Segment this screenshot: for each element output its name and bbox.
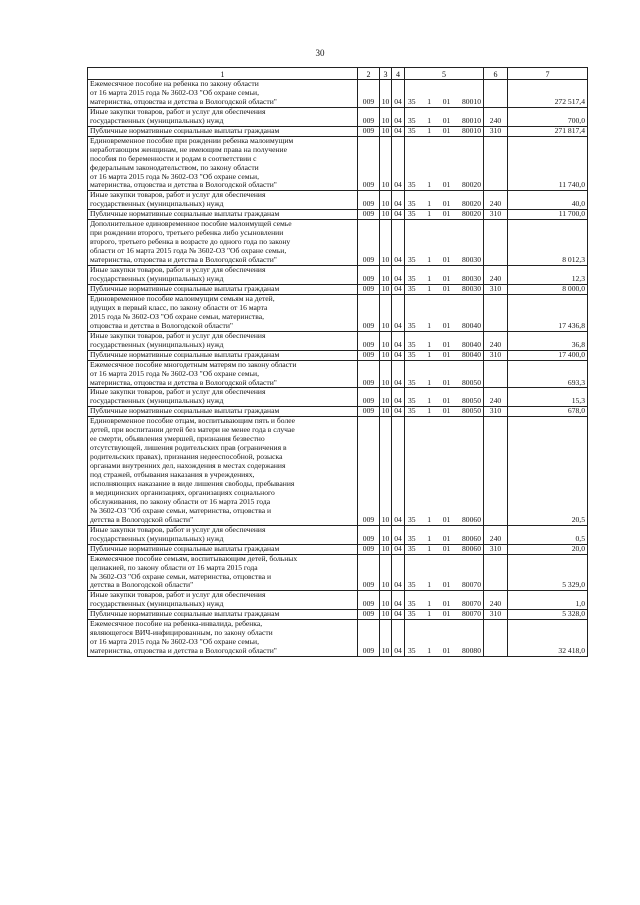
row-col-3: 10 bbox=[380, 80, 392, 108]
row-col-2: 009 bbox=[358, 417, 380, 525]
row-code-a: 35 bbox=[408, 350, 416, 359]
row-name: Публичные нормативные социальные выплаты гражданам bbox=[88, 610, 358, 620]
row-col-6 bbox=[484, 294, 508, 331]
row-col-4: 04 bbox=[392, 554, 405, 591]
row-amount: 8 012,3 bbox=[508, 220, 588, 266]
row-col-2: 009 bbox=[358, 266, 380, 285]
row-col-5 bbox=[405, 525, 484, 544]
row-code-e: 80040 bbox=[462, 350, 481, 359]
row-col-3: 10 bbox=[380, 210, 392, 220]
row-amount: 700,0 bbox=[508, 107, 588, 126]
row-code-d: 01 bbox=[442, 533, 451, 543]
row-code-a: 35 bbox=[408, 126, 416, 135]
row-col-4: 04 bbox=[392, 360, 405, 388]
row-col-5 bbox=[405, 554, 484, 591]
row-col-6: 240 bbox=[484, 107, 508, 126]
row-col-4: 04 bbox=[392, 294, 405, 331]
row-col-2: 009 bbox=[358, 107, 380, 126]
row-name: Единовременное пособие отцам, воспитывающим пять и более детей, при воспитании детей без матери не менее года в случае ее смерти, объявления умершей, признания безвестно отсутствующей, лишения родительских прав (ограничения в родительских правах), признания недееспособной, розыска органами внутренних дел, нахождения в местах содержания под стражей, отбывания наказания в учреждениях, исполняющих наказание в виде лишения свободы, пребывания в медицинских организациях, организациях социального обслуживания, по закону области от 16 марта 2015 года № 3602-ОЗ "Об охране семьи, материнства, отцовства и детства в Вологодской области" bbox=[88, 417, 358, 525]
row-col-4: 04 bbox=[392, 266, 405, 285]
row-col-3: 10 bbox=[380, 284, 392, 294]
row-col-5 bbox=[405, 620, 484, 657]
row-col-3: 10 bbox=[380, 350, 392, 360]
row-col-4: 04 bbox=[392, 591, 405, 610]
row-name: Иные закупки товаров, работ и услуг для обеспечения государственных (муниципальных) нужд bbox=[88, 388, 358, 407]
row-code-d: 01 bbox=[442, 377, 451, 387]
row-col-2: 009 bbox=[358, 360, 380, 388]
row-code-a: 35 bbox=[408, 274, 416, 284]
row-code-d: 01 bbox=[442, 544, 451, 553]
row-code-a: 35 bbox=[408, 339, 416, 349]
row-code-e: 80060 bbox=[462, 514, 481, 524]
row-code-e: 80030 bbox=[462, 255, 481, 265]
row-col-3: 10 bbox=[380, 191, 392, 210]
row-amount: 11 740,0 bbox=[508, 136, 588, 191]
row-code-group bbox=[405, 181, 483, 190]
table-row bbox=[88, 350, 588, 360]
row-col-3: 10 bbox=[380, 525, 392, 544]
row-col-3: 10 bbox=[380, 107, 392, 126]
row-col-4: 04 bbox=[392, 331, 405, 350]
table-row bbox=[88, 136, 588, 191]
row-code-group bbox=[405, 275, 483, 284]
row-name: Иные закупки товаров, работ и услуг для обеспечения государственных (муниципальных) нужд bbox=[88, 591, 358, 610]
table-row bbox=[88, 388, 588, 407]
row-col-3: 10 bbox=[380, 544, 392, 554]
row-col-2: 009 bbox=[358, 294, 380, 331]
row-col-5 bbox=[405, 284, 484, 294]
table-row bbox=[88, 220, 588, 266]
row-code-a: 35 bbox=[408, 284, 416, 293]
row-col-5 bbox=[405, 388, 484, 407]
row-code-d: 01 bbox=[442, 396, 451, 406]
row-code-group bbox=[405, 600, 483, 609]
row-code-e: 80060 bbox=[462, 533, 481, 543]
row-code-e: 80010 bbox=[462, 96, 481, 106]
row-code-group bbox=[405, 285, 483, 294]
row-name: Публичные нормативные социальные выплаты гражданам bbox=[88, 126, 358, 136]
row-code-d: 01 bbox=[442, 350, 451, 359]
row-code-b: 1 bbox=[427, 609, 432, 619]
row-code-b: 1 bbox=[427, 126, 432, 135]
row-col-4: 04 bbox=[392, 191, 405, 210]
row-code-group bbox=[405, 647, 483, 656]
row-col-2: 009 bbox=[358, 388, 380, 407]
row-code-b: 1 bbox=[427, 96, 432, 106]
row-col-4: 04 bbox=[392, 417, 405, 525]
table-row bbox=[88, 294, 588, 331]
row-name: Единовременное пособие малоимущим семьям на детей, идущих в первый класс, по закону области от 16 марта 2015 года № 3602-ОЗ "Об охране семьи, материнства, отцовства и детства в Вологодской области" bbox=[88, 294, 358, 331]
row-col-6 bbox=[484, 554, 508, 591]
row-col-5 bbox=[405, 266, 484, 285]
row-code-e: 80070 bbox=[462, 599, 481, 609]
row-code-group bbox=[405, 379, 483, 388]
row-code-a: 35 bbox=[408, 209, 416, 219]
row-name: Публичные нормативные социальные выплаты гражданам bbox=[88, 407, 358, 417]
row-col-6 bbox=[484, 80, 508, 108]
row-col-5 bbox=[405, 80, 484, 108]
row-col-4: 04 bbox=[392, 620, 405, 657]
row-code-a: 35 bbox=[408, 115, 416, 125]
header-col-3: 3 bbox=[380, 68, 392, 80]
row-code-a: 35 bbox=[408, 199, 416, 209]
row-amount: 20,5 bbox=[508, 417, 588, 525]
table-row bbox=[88, 191, 588, 210]
row-col-5 bbox=[405, 610, 484, 620]
row-code-b: 1 bbox=[427, 599, 432, 609]
row-col-3: 10 bbox=[380, 554, 392, 591]
row-col-6: 310 bbox=[484, 126, 508, 136]
row-col-6 bbox=[484, 220, 508, 266]
row-code-a: 35 bbox=[408, 377, 416, 387]
row-col-6: 310 bbox=[484, 544, 508, 554]
table-row bbox=[88, 126, 588, 136]
row-amount: 272 517,4 bbox=[508, 80, 588, 108]
row-code-e: 80070 bbox=[462, 609, 481, 619]
row-col-6: 310 bbox=[484, 284, 508, 294]
row-code-d: 01 bbox=[442, 126, 451, 135]
row-code-e: 80020 bbox=[462, 199, 481, 209]
row-name: Иные закупки товаров, работ и услуг для обеспечения государственных (муниципальных) нужд bbox=[88, 525, 358, 544]
row-code-d: 01 bbox=[442, 180, 451, 190]
row-col-2: 009 bbox=[358, 284, 380, 294]
budget-table bbox=[87, 67, 588, 657]
row-col-4: 04 bbox=[392, 107, 405, 126]
row-code-b: 1 bbox=[427, 115, 432, 125]
row-col-4: 04 bbox=[392, 210, 405, 220]
row-code-a: 35 bbox=[408, 580, 416, 590]
row-col-3: 10 bbox=[380, 136, 392, 191]
row-col-3: 10 bbox=[380, 331, 392, 350]
row-amount: 20,0 bbox=[508, 544, 588, 554]
row-col-3: 10 bbox=[380, 620, 392, 657]
row-col-2: 009 bbox=[358, 126, 380, 136]
row-col-3: 10 bbox=[380, 591, 392, 610]
header-row bbox=[88, 68, 588, 80]
row-col-5 bbox=[405, 191, 484, 210]
row-col-2: 009 bbox=[358, 554, 380, 591]
row-code-e: 80030 bbox=[462, 274, 481, 284]
table-row bbox=[88, 80, 588, 108]
row-name: Публичные нормативные социальные выплаты гражданам bbox=[88, 544, 358, 554]
row-col-6 bbox=[484, 360, 508, 388]
row-amount: 17 436,8 bbox=[508, 294, 588, 331]
row-name: Публичные нормативные социальные выплаты гражданам bbox=[88, 284, 358, 294]
row-code-group bbox=[405, 117, 483, 126]
row-code-b: 1 bbox=[427, 396, 432, 406]
row-name: Ежемесячное пособие многодетным матерям по закону области от 16 марта 2015 года № 3602-ОЗ "Об охране семьи, материнства, отцовства и детства в Вологодской области" bbox=[88, 360, 358, 388]
row-col-6: 240 bbox=[484, 525, 508, 544]
row-col-3: 10 bbox=[380, 388, 392, 407]
row-name: Ежемесячное пособие на ребенка по закону области от 16 марта 2015 года № 3602-ОЗ "Об охране семьи, материнства, отцовства и детства в Вологодской области" bbox=[88, 80, 358, 108]
row-code-b: 1 bbox=[427, 339, 432, 349]
row-col-5 bbox=[405, 544, 484, 554]
row-code-group bbox=[405, 210, 483, 219]
row-col-4: 04 bbox=[392, 80, 405, 108]
table-row bbox=[88, 266, 588, 285]
row-code-d: 01 bbox=[442, 646, 451, 656]
row-code-group bbox=[405, 397, 483, 406]
row-amount: 12,3 bbox=[508, 266, 588, 285]
row-name: Публичные нормативные социальные выплаты гражданам bbox=[88, 350, 358, 360]
row-code-d: 01 bbox=[442, 406, 451, 416]
row-col-6: 310 bbox=[484, 350, 508, 360]
row-col-4: 04 bbox=[392, 220, 405, 266]
row-col-5 bbox=[405, 220, 484, 266]
row-code-b: 1 bbox=[427, 377, 432, 387]
header-col-6: 6 bbox=[484, 68, 508, 80]
row-col-5 bbox=[405, 210, 484, 220]
header-col-5: 5 bbox=[405, 68, 484, 80]
row-code-a: 35 bbox=[408, 320, 416, 330]
row-col-2: 009 bbox=[358, 220, 380, 266]
row-code-b: 1 bbox=[427, 544, 432, 553]
row-code-e: 80020 bbox=[462, 180, 481, 190]
row-code-d: 01 bbox=[442, 209, 451, 219]
row-code-group bbox=[405, 545, 483, 554]
row-code-a: 35 bbox=[408, 646, 416, 656]
row-code-b: 1 bbox=[427, 533, 432, 543]
row-code-a: 35 bbox=[408, 180, 416, 190]
row-code-group bbox=[405, 516, 483, 525]
table-row bbox=[88, 360, 588, 388]
row-amount: 17 400,0 bbox=[508, 350, 588, 360]
header-col-2: 2 bbox=[358, 68, 380, 80]
row-code-d: 01 bbox=[442, 320, 451, 330]
row-col-3: 10 bbox=[380, 610, 392, 620]
row-col-4: 04 bbox=[392, 610, 405, 620]
table-row bbox=[88, 610, 588, 620]
row-col-6 bbox=[484, 417, 508, 525]
row-name: Единовременное пособие при рождении ребенка малоимущим неработающим женщинам, не имеющим права на получение пособия по беременности и родам в соответствии с федеральным законодательством, по закону области от 16 марта 2015 года № 3602-ОЗ "Об охране семьи, материнства, отцовства и детства в Вологодской области" bbox=[88, 136, 358, 191]
row-code-e: 80020 bbox=[462, 209, 481, 219]
row-code-a: 35 bbox=[408, 396, 416, 406]
row-col-3: 10 bbox=[380, 417, 392, 525]
row-col-6: 240 bbox=[484, 191, 508, 210]
row-code-e: 80070 bbox=[462, 580, 481, 590]
row-code-b: 1 bbox=[427, 350, 432, 359]
table-row bbox=[88, 525, 588, 544]
row-col-2: 009 bbox=[358, 136, 380, 191]
header-col-4: 4 bbox=[392, 68, 405, 80]
row-col-2: 009 bbox=[358, 80, 380, 108]
row-code-d: 01 bbox=[442, 284, 451, 293]
row-code-b: 1 bbox=[427, 284, 432, 293]
row-code-e: 80030 bbox=[462, 284, 481, 293]
row-code-d: 01 bbox=[442, 274, 451, 284]
row-code-e: 80080 bbox=[462, 646, 481, 656]
row-code-group bbox=[405, 98, 483, 107]
row-col-6: 240 bbox=[484, 266, 508, 285]
table-row bbox=[88, 554, 588, 591]
row-code-a: 35 bbox=[408, 96, 416, 106]
row-col-3: 10 bbox=[380, 360, 392, 388]
row-code-d: 01 bbox=[442, 514, 451, 524]
row-code-e: 80040 bbox=[462, 320, 481, 330]
row-col-2: 009 bbox=[358, 331, 380, 350]
row-code-b: 1 bbox=[427, 406, 432, 416]
row-code-e: 80010 bbox=[462, 126, 481, 135]
row-col-6: 240 bbox=[484, 388, 508, 407]
row-amount: 5 329,0 bbox=[508, 554, 588, 591]
row-code-group bbox=[405, 200, 483, 209]
row-amount: 678,0 bbox=[508, 407, 588, 417]
row-col-5 bbox=[405, 407, 484, 417]
row-col-3: 10 bbox=[380, 266, 392, 285]
row-code-e: 80050 bbox=[462, 396, 481, 406]
table-body bbox=[88, 80, 588, 657]
row-code-b: 1 bbox=[427, 320, 432, 330]
row-name: Публичные нормативные социальные выплаты гражданам bbox=[88, 210, 358, 220]
row-col-5 bbox=[405, 331, 484, 350]
row-name: Иные закупки товаров, работ и услуг для обеспечения государственных (муниципальных) нужд bbox=[88, 266, 358, 285]
row-code-e: 80050 bbox=[462, 377, 481, 387]
row-col-4: 04 bbox=[392, 136, 405, 191]
row-code-d: 01 bbox=[442, 609, 451, 619]
row-amount: 40,0 bbox=[508, 191, 588, 210]
row-col-6: 240 bbox=[484, 591, 508, 610]
header-col-1: 1 bbox=[88, 68, 358, 80]
row-col-5 bbox=[405, 360, 484, 388]
row-name: Иные закупки товаров, работ и услуг для обеспечения государственных (муниципальных) нужд bbox=[88, 107, 358, 126]
table-row bbox=[88, 107, 588, 126]
row-code-group bbox=[405, 351, 483, 360]
row-code-a: 35 bbox=[408, 514, 416, 524]
row-code-e: 80050 bbox=[462, 406, 481, 416]
row-code-d: 01 bbox=[442, 580, 451, 590]
row-code-a: 35 bbox=[408, 533, 416, 543]
row-code-d: 01 bbox=[442, 599, 451, 609]
row-col-2: 009 bbox=[358, 610, 380, 620]
row-col-5 bbox=[405, 591, 484, 610]
row-amount: 0,5 bbox=[508, 525, 588, 544]
row-col-5 bbox=[405, 107, 484, 126]
row-col-3: 10 bbox=[380, 407, 392, 417]
row-name: Ежемесячное пособие на ребенка-инвалида, ребенка, являющегося ВИЧ-инфицированным, по закону области от 16 марта 2015 года № 3602-ОЗ "Об охране семьи, материнства, отцовства и детства в Вологодской области" bbox=[88, 620, 358, 657]
row-col-2: 009 bbox=[358, 407, 380, 417]
row-amount: 32 418,0 bbox=[508, 620, 588, 657]
row-code-a: 35 bbox=[408, 599, 416, 609]
table-row bbox=[88, 620, 588, 657]
row-code-b: 1 bbox=[427, 255, 432, 265]
row-col-5 bbox=[405, 417, 484, 525]
row-col-4: 04 bbox=[392, 407, 405, 417]
row-code-b: 1 bbox=[427, 514, 432, 524]
table-row bbox=[88, 210, 588, 220]
header-col-7: 7 bbox=[508, 68, 588, 80]
row-col-2: 009 bbox=[358, 191, 380, 210]
row-col-2: 009 bbox=[358, 350, 380, 360]
row-code-b: 1 bbox=[427, 180, 432, 190]
row-name: Дополнительное единовременное пособие малоимущей семье при рождении второго, третьего ребенка либо усыновлении второго, третьего ребенка в возрасте до одного года по закону области от 16 марта 2015 года № 3602-ОЗ "Об охране семьи, материнства, отцовства и детства в Вологодской области" bbox=[88, 220, 358, 266]
row-col-2: 009 bbox=[358, 620, 380, 657]
row-col-3: 10 bbox=[380, 220, 392, 266]
row-code-group bbox=[405, 610, 483, 619]
table-row bbox=[88, 417, 588, 525]
table-row bbox=[88, 544, 588, 554]
row-code-e: 80010 bbox=[462, 115, 481, 125]
row-name: Ежемесячное пособие семьям, воспитывающим детей, больных целиакией, по закону области от 16 марта 2015 года № 3602-ОЗ "Об охране семьи, материнства, отцовства и детства в Вологодской области" bbox=[88, 554, 358, 591]
row-col-6 bbox=[484, 620, 508, 657]
row-code-d: 01 bbox=[442, 96, 451, 106]
row-col-5 bbox=[405, 350, 484, 360]
row-code-e: 80040 bbox=[462, 339, 481, 349]
row-code-d: 01 bbox=[442, 255, 451, 265]
row-amount: 1,0 bbox=[508, 591, 588, 610]
row-col-5 bbox=[405, 126, 484, 136]
row-col-4: 04 bbox=[392, 350, 405, 360]
row-col-4: 04 bbox=[392, 544, 405, 554]
row-code-group bbox=[405, 581, 483, 590]
row-code-group bbox=[405, 341, 483, 350]
row-code-d: 01 bbox=[442, 115, 451, 125]
row-code-b: 1 bbox=[427, 646, 432, 656]
row-code-a: 35 bbox=[408, 406, 416, 416]
row-code-d: 01 bbox=[442, 339, 451, 349]
row-col-4: 04 bbox=[392, 525, 405, 544]
row-col-4: 04 bbox=[392, 126, 405, 136]
row-col-4: 04 bbox=[392, 284, 405, 294]
row-col-5 bbox=[405, 294, 484, 331]
row-code-b: 1 bbox=[427, 199, 432, 209]
row-code-b: 1 bbox=[427, 580, 432, 590]
row-col-6: 310 bbox=[484, 407, 508, 417]
row-col-6: 310 bbox=[484, 610, 508, 620]
row-code-b: 1 bbox=[427, 209, 432, 219]
row-amount: 271 817,4 bbox=[508, 126, 588, 136]
row-col-2: 009 bbox=[358, 525, 380, 544]
table-row bbox=[88, 284, 588, 294]
row-col-2: 009 bbox=[358, 591, 380, 610]
row-col-6 bbox=[484, 136, 508, 191]
row-amount: 8 000,0 bbox=[508, 284, 588, 294]
row-code-group bbox=[405, 256, 483, 265]
row-code-a: 35 bbox=[408, 255, 416, 265]
row-code-a: 35 bbox=[408, 609, 416, 619]
row-col-3: 10 bbox=[380, 294, 392, 331]
row-code-b: 1 bbox=[427, 274, 432, 284]
row-code-e: 80060 bbox=[462, 544, 481, 553]
row-amount: 693,3 bbox=[508, 360, 588, 388]
table-row bbox=[88, 591, 588, 610]
page-number: 30 bbox=[315, 48, 325, 58]
row-col-4: 04 bbox=[392, 388, 405, 407]
row-amount: 36,8 bbox=[508, 331, 588, 350]
row-col-6: 310 bbox=[484, 210, 508, 220]
row-code-group bbox=[405, 535, 483, 544]
row-code-group bbox=[405, 127, 483, 136]
row-col-5 bbox=[405, 136, 484, 191]
row-code-a: 35 bbox=[408, 544, 416, 553]
row-col-3: 10 bbox=[380, 126, 392, 136]
table-row bbox=[88, 407, 588, 417]
row-col-6: 240 bbox=[484, 331, 508, 350]
table-row bbox=[88, 331, 588, 350]
row-col-2: 009 bbox=[358, 210, 380, 220]
row-amount: 11 700,0 bbox=[508, 210, 588, 220]
row-col-2: 009 bbox=[358, 544, 380, 554]
row-amount: 5 328,0 bbox=[508, 610, 588, 620]
row-name: Иные закупки товаров, работ и услуг для обеспечения государственных (муниципальных) нужд bbox=[88, 331, 358, 350]
row-code-d: 01 bbox=[442, 199, 451, 209]
row-code-group bbox=[405, 322, 483, 331]
row-amount: 15,3 bbox=[508, 388, 588, 407]
row-name: Иные закупки товаров, работ и услуг для обеспечения государственных (муниципальных) нужд bbox=[88, 191, 358, 210]
row-code-group bbox=[405, 407, 483, 416]
